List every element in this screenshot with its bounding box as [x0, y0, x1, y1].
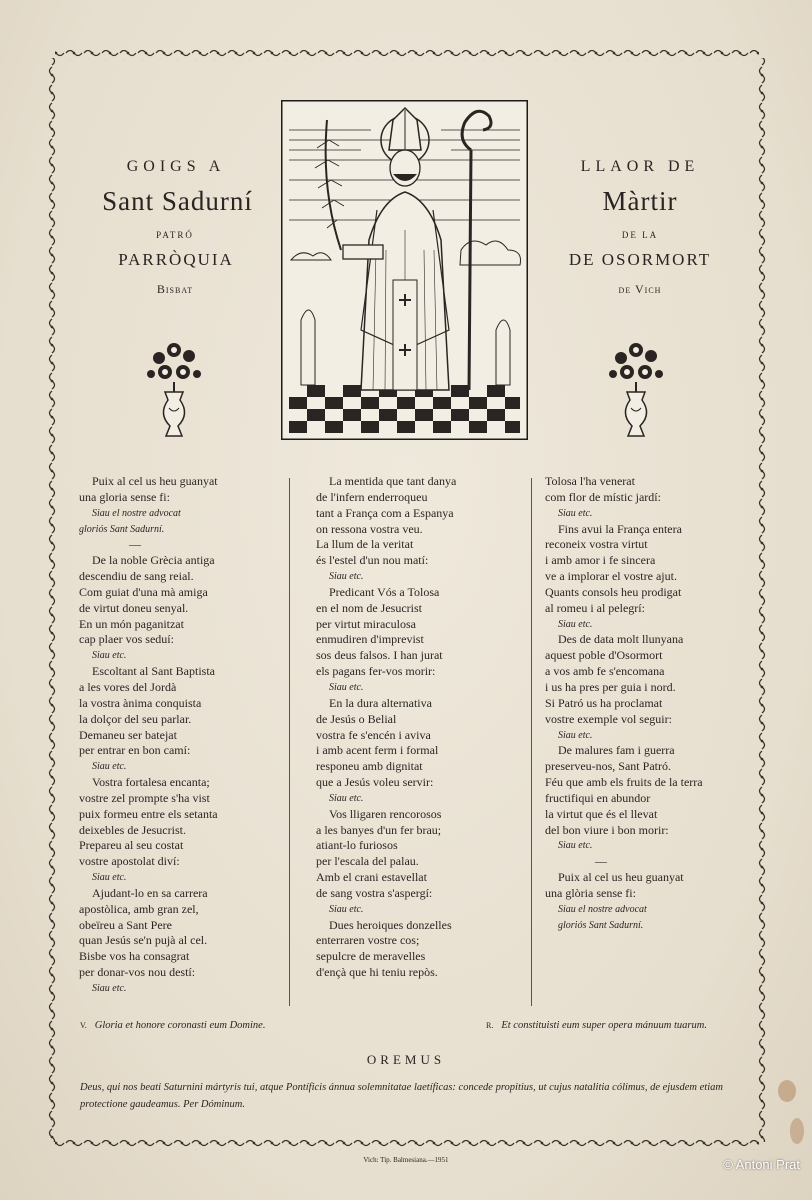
verse-line: de sang vostra s'aspergí:: [316, 885, 433, 900]
versicle: [80, 1020, 265, 1031]
verse-line: Siau etc.: [558, 507, 593, 519]
verse-line: Tolosa l'ha venerat: [545, 474, 635, 488]
verse-line: Siau etc.: [558, 729, 593, 741]
verse-line: —: [595, 854, 607, 869]
copyright-watermark: © Antoni Prat: [723, 1157, 800, 1172]
verse-line: i us ha pres per guia i nord.: [545, 679, 676, 694]
verse-line: Puix al cel us heu guanyat: [92, 474, 218, 488]
verse-line: de l'infern enderroqueu: [316, 489, 428, 504]
verse-line: Siau etc.: [558, 618, 593, 630]
verse-line: Siau etc.: [558, 840, 593, 852]
verse-line: tant a França com a Espanya: [316, 505, 454, 520]
verse-line: sepulcre de meravelles: [316, 949, 426, 964]
verse-line: Quants consols heu prodigat: [545, 584, 682, 599]
verse-line: atiant-lo furiosos: [316, 838, 398, 853]
left-title-patro: PATRÓ: [156, 230, 194, 240]
verse-line: per entrar en bon camí:: [79, 743, 191, 758]
verse-line: Dues heroiques donzelles: [329, 917, 452, 932]
verse-line: a vos amb fe s'encomana: [545, 664, 665, 679]
verse-line: i amb amor i fe sincera: [545, 553, 656, 568]
verse-line: vostra fe s'encén i aviva: [316, 727, 431, 742]
verse-line: gloriós Sant Sadurní.: [558, 919, 644, 931]
verse-line: En la dura alternativa: [329, 695, 432, 710]
flower-vase-ornament-left: [141, 330, 207, 440]
verse-line: obeïreu a Sant Pere: [79, 917, 172, 932]
verse-line: per donar-vos nou destí:: [79, 965, 196, 980]
flower-vase-ornament-right: [603, 330, 669, 440]
verse-line: vostre exemple vol seguir:: [545, 711, 672, 726]
verse-line: Siau etc.: [92, 761, 127, 773]
verse-line: deixebles de Jesucrist.: [79, 822, 186, 837]
verse-line: enmudiren d'imprevist: [316, 632, 424, 647]
response-mark: R.: [486, 1021, 494, 1030]
verse-line: Siau etc.: [329, 792, 364, 804]
response: [486, 1020, 707, 1031]
verse-line: apostòlica, amb gran zel,: [79, 901, 199, 916]
right-title-osormort: DE OSORMORT: [568, 250, 712, 269]
verse-column-2: [316, 474, 521, 981]
verse-line: fructifiqui en abundor: [545, 790, 651, 805]
verse-line: —: [129, 537, 141, 552]
verse-line: és l'estel d'un nou matí:: [316, 553, 429, 568]
prayer-text: Deus, qui nos beati Saturnini mártyris tui, atque Pontíficis ánnua solemnitatae laetíficas: concede propitius, ut cujus natalitia cólimus, de ejusdem etiam protectione gaudeamus. Per Dóminum.: [80, 1082, 723, 1110]
left-title-bisbat: Bisbat: [156, 282, 194, 296]
right-title-dela: DE LA: [621, 230, 659, 240]
verse-line: Com guiat d'una mà amiga: [79, 584, 208, 599]
verse-column-3: [545, 474, 745, 933]
verse-line: la vostra ànima conquista: [79, 695, 202, 710]
verse-line: responeu amb dignitat: [316, 759, 423, 774]
verse-line: Predicant Vós a Tolosa: [329, 584, 440, 599]
column-divider: [531, 478, 532, 1006]
verse-line: Fins avui la França entera: [558, 521, 682, 536]
verse-line: gloriós Sant Sadurní.: [79, 523, 165, 535]
verse-line: preserveu-nos, Sant Patró.: [545, 759, 671, 774]
verse-line: una gloria sense fi:: [79, 489, 170, 504]
verse-line: per virtut miraculosa: [316, 616, 416, 631]
verse-line: els pagans fer-vos morir:: [316, 664, 436, 679]
verse-column-1: [79, 474, 284, 997]
verse-line: Escoltant al Sant Baptista: [92, 664, 215, 679]
verse-line: vostre apostolat diví:: [79, 854, 180, 869]
verse-line: la virtut que és el llevat: [545, 806, 658, 821]
verse-line: quan Jesús se'n pujà al cel.: [79, 933, 208, 948]
verse-line: Demaneu ser batejat: [79, 727, 177, 742]
left-title-saint: Sant Sadurní: [102, 186, 253, 216]
verse-line: de virtut doneu senyal.: [79, 600, 189, 615]
verse-line: Siau etc.: [92, 872, 127, 884]
verse-line: De malures fam i guerra: [558, 743, 675, 758]
versicle-mark: V.: [80, 1021, 87, 1030]
right-title-line1: LLAOR DE: [580, 158, 700, 175]
verse-line: a les banyes d'un fer brau;: [316, 822, 442, 837]
left-title-parroquia: PARRÒQUIA: [118, 250, 234, 269]
verse-line: on ressona vostra veu.: [316, 521, 423, 536]
printer-imprint: Vich: Tip. Balmesiana.—1951: [363, 1156, 449, 1164]
verse-line: Puix al cel us heu guanyat: [558, 870, 684, 885]
column-divider: [289, 478, 290, 1006]
verse-line: Des de data molt llunyana: [558, 632, 684, 647]
verse-line: del bon viure i bon morir:: [545, 822, 669, 837]
stain: [790, 1118, 804, 1144]
left-title-line1: GOIGS A: [126, 158, 226, 175]
verse-line: Vostra fortalesa encanta;: [92, 775, 210, 790]
verse-line: En un món paganitzat: [79, 616, 184, 631]
verse-line: Siau etc.: [92, 983, 127, 994]
verse-line: cap plaer vos seduí:: [79, 632, 174, 647]
verse-line: La llum de la veritat: [316, 537, 414, 552]
verse-line: Bisbe vos ha consagrat: [79, 949, 190, 964]
verse-line: puix formeu entre els setanta: [79, 806, 218, 821]
verse-line: de Jesús o Belial: [316, 711, 397, 726]
verse-line: La mentida que tant danya: [329, 474, 457, 488]
verse-line: descendiu de sang reial.: [79, 569, 194, 584]
verse-line: reconeix vostra virtut: [545, 537, 648, 552]
verse-line: en el nom de Jesucrist: [316, 600, 422, 615]
verse-line: Si Patró us ha proclamat: [545, 695, 663, 710]
verse-line: vostre zel prompte s'ha vist: [79, 790, 210, 805]
verse-line: la dolçor del seu parlar.: [79, 711, 192, 726]
saint-bishop-woodcut: [281, 100, 528, 440]
oremus-heading: OREMUS: [366, 1052, 446, 1067]
verse-line: enterraren vostre cos;: [316, 933, 420, 948]
verse-line: Amb el crani estavellat: [316, 870, 427, 885]
verse-line: Vos lligaren rencorosos: [329, 806, 442, 821]
verse-line: per l'escala del palau.: [316, 854, 419, 869]
verse-line: ve a implorar el vostre ajut.: [545, 569, 677, 584]
verse-line: d'ençà que hi teniu repòs.: [316, 965, 438, 980]
verse-line: aquest poble d'Osormort: [545, 648, 663, 663]
right-title-vich: de Vich: [618, 282, 662, 296]
verse-line: Siau etc.: [92, 650, 127, 662]
verse-line: que a Jesús voleu servir:: [316, 775, 434, 790]
versicle-text: Gloria et honore coronasti eum Domine.: [94, 1020, 266, 1031]
verse-line: Siau el nostre advocat: [558, 903, 647, 915]
verse-line: De la noble Grècia antiga: [92, 553, 215, 568]
verse-line: Féu que amb els fruits de la terra: [545, 775, 703, 790]
verse-line: a les vores del Jordà: [79, 679, 177, 694]
verse-line: Siau etc.: [329, 681, 364, 693]
response-text: Et constituisti eum super opera mánuum tuarum.: [501, 1020, 707, 1031]
verse-line: com flor de místic jardí:: [545, 489, 661, 504]
verse-line: Prepareu al seu costat: [79, 838, 184, 853]
right-title-martir: Màrtir: [602, 186, 678, 216]
stain: [778, 1080, 796, 1102]
verse-line: Ajudant-lo en sa carrera: [92, 885, 208, 900]
verse-line: sos deus falsos. I han jurat: [316, 648, 443, 663]
verse-line: Siau etc.: [329, 571, 364, 583]
verse-line: al romeu i al pelegrí:: [545, 600, 645, 615]
verse-line: Siau el nostre advocat: [92, 507, 181, 519]
verse-line: i amb acent ferm i formal: [316, 743, 439, 758]
verse-line: Siau etc.: [329, 903, 364, 915]
verse-line: una glòria sense fi:: [545, 885, 636, 900]
